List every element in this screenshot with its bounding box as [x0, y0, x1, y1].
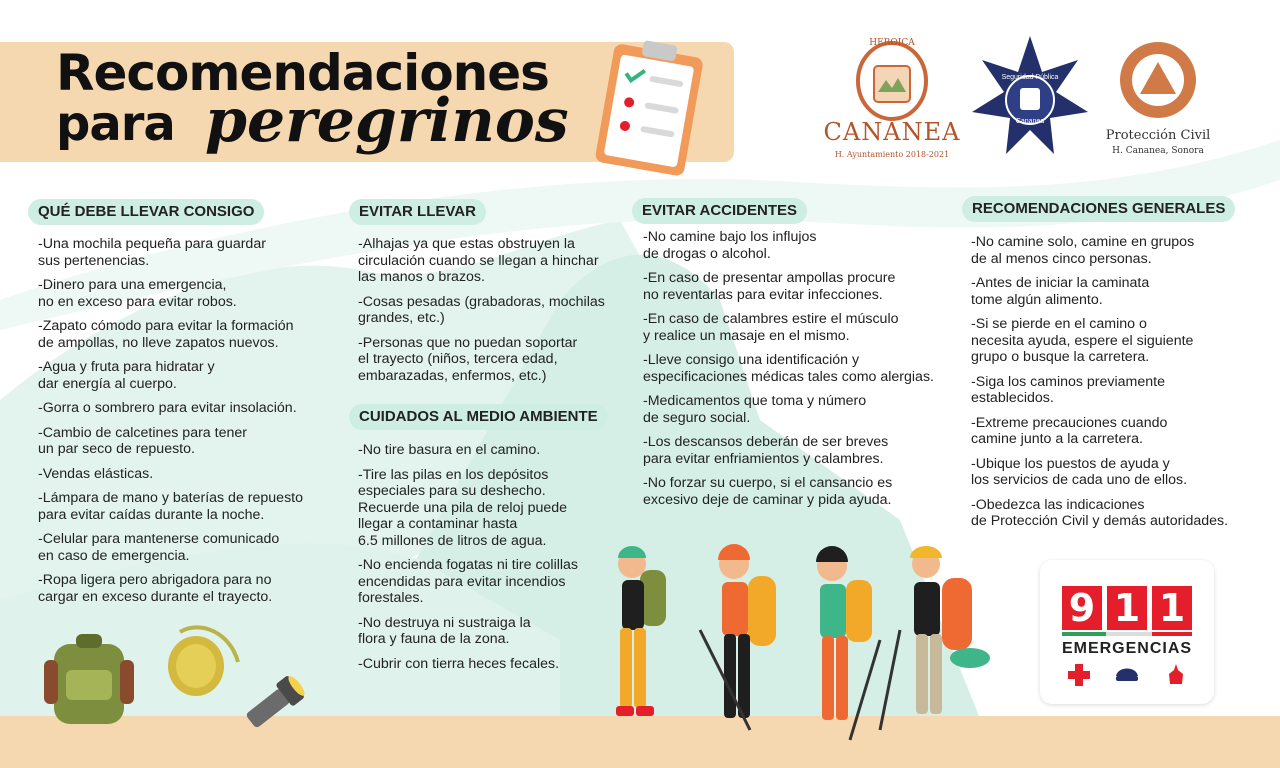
- civil-logo-name: Protección Civil: [1105, 128, 1211, 143]
- list-item: -En caso de presentar ampollas procure no reventarlas para evitar infecciones.: [643, 270, 896, 303]
- list-accidentes: [643, 229, 953, 516]
- proteccion-civil-logo: [1098, 36, 1218, 160]
- section-heading-accidentes: EVITAR ACCIDENTES: [632, 198, 807, 224]
- cananea-logo: [822, 36, 962, 160]
- police-badge-logo: [968, 34, 1092, 158]
- list-item: -Alhajas ya que estas obstruyen la circulación cuando se llegan a hinchar las manos o brazos.: [358, 236, 599, 285]
- emergency-911-card: [1040, 560, 1214, 704]
- hikers-illustration: [600, 540, 1000, 750]
- page-title-line2: para: [56, 96, 175, 152]
- list-item: -No encienda fogatas ni tire colillas encendidas para evitar incendios forestales.: [358, 557, 579, 606]
- list-item: -En caso de calambres estire el músculo y realice un masaje en el mismo.: [643, 311, 899, 344]
- emergency-digit-1b: 1: [1152, 586, 1192, 630]
- red-cross-icon: [1068, 664, 1090, 686]
- list-item: -Dinero para una emergencia, no en exceso para evitar robos.: [38, 277, 237, 310]
- list-item: -Cambio de calcetines para tener un par seco de repuesto.: [38, 424, 247, 457]
- page-title-script: peregrinos: [205, 86, 569, 156]
- list-item: -Ubique los puestos de ayuda y los servicios de cada uno de ellos.: [971, 455, 1188, 488]
- civil-protection-icon: [1098, 36, 1218, 126]
- emergency-digit-1a: 1: [1107, 586, 1147, 630]
- list-item: -Tire las pilas en los depósitos especiales para su deshecho. Recuerde una pila de reloj puede llegar a contaminar hasta 6.5 millones de litros de agua.: [358, 466, 568, 549]
- canteen-icon: [160, 622, 244, 702]
- emergency-label: EMERGENCIAS: [1061, 640, 1193, 657]
- list-item: -Agua y fruta para hidratar y dar energía al cuerpo.: [38, 359, 215, 392]
- cananea-logo-top: HEROICA: [869, 38, 915, 48]
- cananea-logo-sub: H. Ayuntamiento 2018-2021: [834, 150, 950, 159]
- hiker-4: [880, 546, 990, 730]
- list-item: -No camine bajo los influjos de drogas o alcohol.: [643, 229, 817, 262]
- list-item: -No destruya ni sustraiga la flora y fauna de la zona.: [358, 614, 531, 647]
- backpack-icon: [36, 630, 146, 730]
- list-medio-ambiente: [358, 442, 628, 680]
- list-llevar: [38, 236, 338, 613]
- hiker-2: [700, 544, 776, 730]
- list-item: -Si se pierde en el camino o necesita ayuda, espere el siguiente grupo o busque la carretera.: [971, 316, 1194, 365]
- police-badge-line1: Seguridad Pública: [1001, 74, 1059, 81]
- list-item: -Celular para mantenerse comunicado en caso de emergencia.: [38, 531, 280, 564]
- star-badge-icon: [968, 34, 1092, 158]
- list-item: -Vendas elásticas.: [38, 465, 154, 482]
- list-item: -Lleve consigo una identificación y especificaciones médicas tales como alergias.: [643, 352, 934, 385]
- clipboard-icon: [585, 30, 715, 180]
- cananea-logo-name: CANANEA: [823, 118, 961, 146]
- page-title-line1: Recomendaciones: [56, 44, 549, 102]
- list-generales: [971, 234, 1261, 538]
- list-item: -Zapato cómodo para evitar la formación de ampollas, no lleve zapatos nuevos.: [38, 318, 294, 351]
- police-badge-line2: Cananea: [1015, 118, 1045, 125]
- list-item: -No camine solo, camine en grupos de al menos cinco personas.: [971, 234, 1195, 267]
- list-item: -Gorra o sombrero para evitar insolación.: [38, 400, 297, 416]
- police-cap-icon: [1114, 666, 1140, 684]
- fire-helmet-icon: [1166, 662, 1186, 686]
- list-item: -Ropa ligera pero abrigadora para no cargar en exceso durante el trayecto.: [38, 572, 273, 605]
- list-item: -Una mochila pequeña para guardar sus pertenencias.: [38, 236, 266, 269]
- section-heading-medio-ambiente: CUIDADOS AL MEDIO AMBIENTE: [349, 404, 608, 430]
- civil-logo-sub: H. Cananea, Sonora: [1112, 146, 1204, 156]
- list-item: -No forzar su cuerpo, si el cansancio es excesivo deje de caminar y pida ayuda.: [643, 475, 893, 508]
- emergency-digit-9: 9: [1062, 586, 1102, 630]
- cananea-shield-icon: [822, 36, 962, 126]
- flag-red-bar: [1152, 632, 1192, 636]
- list-item: -Antes de iniciar la caminata tome algún alimento.: [971, 275, 1150, 308]
- list-item: -Cubrir con tierra heces fecales.: [358, 655, 560, 672]
- list-item: -Siga los caminos previamente establecidos.: [971, 373, 1165, 406]
- section-heading-generales: RECOMENDACIONES GENERALES: [962, 196, 1235, 222]
- hiker-3: [816, 546, 880, 740]
- list-item: -Obedezca las indicaciones de Protección Civil y demás autoridades.: [971, 496, 1229, 529]
- section-heading-evitar-llevar: EVITAR LLEVAR: [349, 199, 486, 225]
- flashlight-icon: [236, 668, 310, 738]
- list-item: -No tire basura en el camino.: [358, 442, 541, 458]
- list-item: -Medicamentos que toma y número de seguro social.: [643, 393, 867, 426]
- list-item: -Lámpara de mano y baterías de repuesto para evitar caídas durante la noche.: [38, 490, 303, 523]
- list-item: -Cosas pesadas (grabadoras, mochilas grandes, etc.): [358, 293, 605, 326]
- hiker-1: [616, 546, 666, 716]
- flag-green-bar: [1062, 632, 1106, 636]
- list-evitar-llevar: [358, 236, 628, 392]
- list-item: -Los descansos deberán de ser breves para evitar enfriamientos y calambres.: [643, 434, 889, 467]
- flag-white-bar: [1106, 632, 1152, 636]
- section-heading-llevar: QUÉ DEBE LLEVAR CONSIGO: [28, 199, 264, 225]
- list-item: -Personas que no puedan soportar el trayecto (niños, tercera edad, embarazadas, enfermos, etc.): [358, 334, 578, 384]
- list-item: -Extreme precauciones cuando camine junto a la carretera.: [971, 414, 1168, 447]
